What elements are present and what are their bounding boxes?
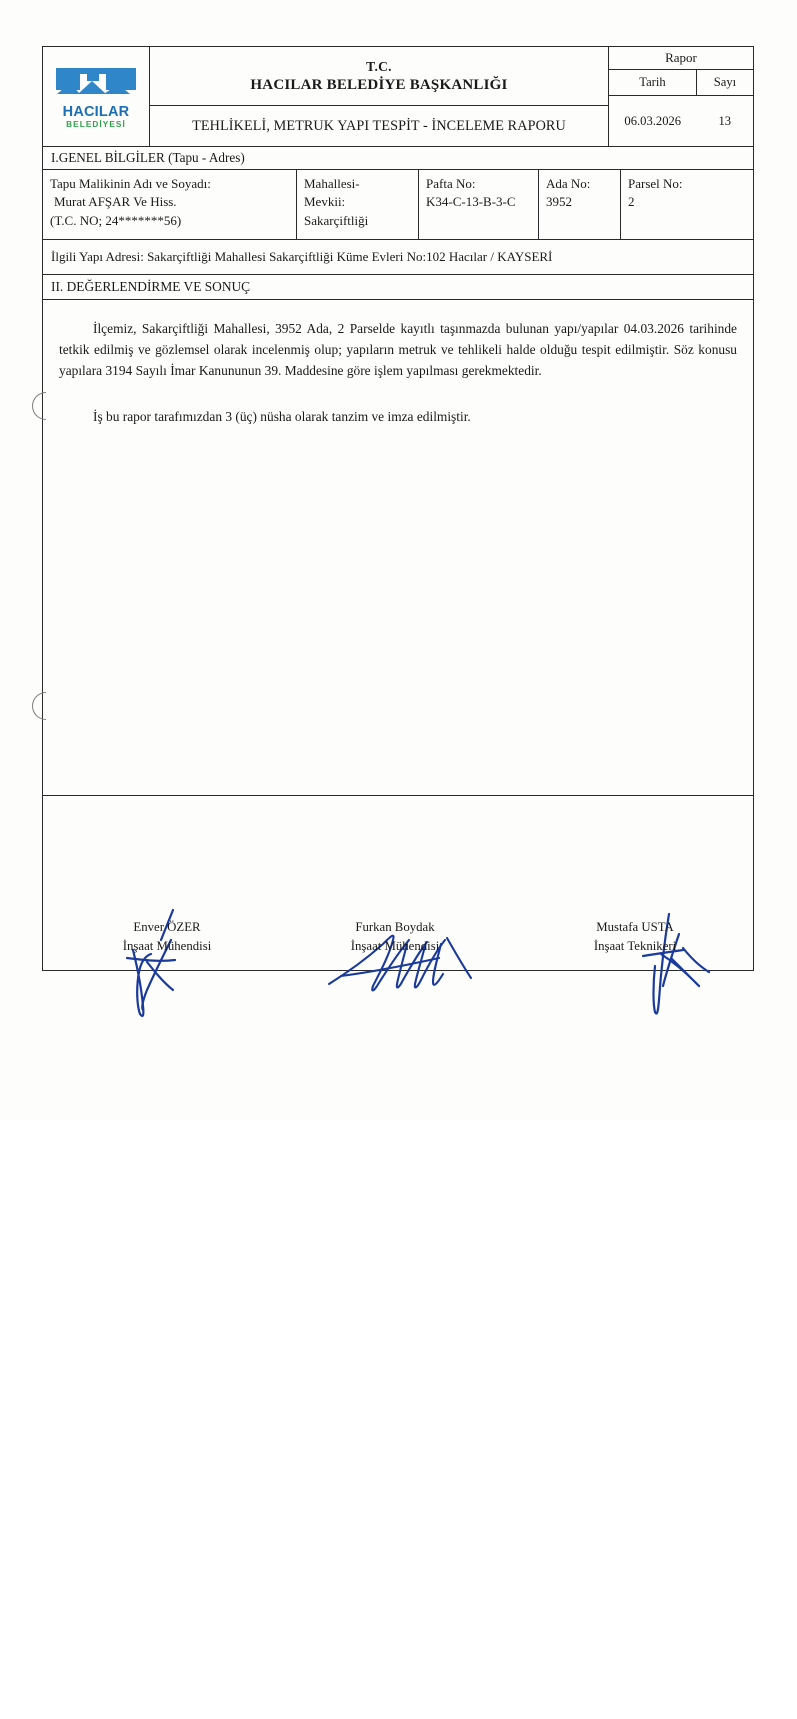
signature-block-2	[295, 918, 495, 955]
ada-label: Ada No:	[546, 176, 591, 191]
report-title: TEHLİKELİ, METRUK YAPI TESPİT - İNCELEME RAPORU	[192, 117, 566, 134]
evaluation-paragraph-2: İş bu rapor tarafımızdan 3 (üç) nüsha olarak tanzim ve imza edilmiştir.	[93, 408, 471, 424]
document-header	[43, 47, 753, 147]
signature-block-3	[535, 918, 735, 955]
tarih-value: 06.03.2026	[624, 113, 682, 128]
sayi-label: Sayı	[713, 75, 737, 89]
punch-hole-top	[32, 392, 46, 420]
parsel-cell	[621, 170, 753, 239]
evaluation-body	[43, 300, 753, 796]
rapor-label: Rapor	[609, 47, 753, 70]
parsel-value: 2	[628, 194, 635, 210]
tc-label: T.C.	[366, 58, 392, 74]
signature-block-1	[67, 918, 267, 955]
owner-label: Tapu Malikinin Adı ve Soyadı:	[50, 176, 211, 191]
signer-title-3: İnşaat Teknikeri	[593, 938, 677, 953]
mevkii-label: Mevkii:	[304, 194, 346, 210]
signer-name-3: Mustafa USTA	[596, 920, 674, 934]
signer-name-1: Enver ÖZER	[133, 920, 201, 934]
pafta-cell	[419, 170, 539, 239]
institution-block	[150, 47, 608, 106]
tarih-label: Tarih	[609, 70, 697, 95]
ada-value: 3952	[546, 194, 572, 210]
owner-cell	[43, 170, 297, 239]
hacilar-logo-icon	[54, 64, 138, 104]
institution-name: HACILAR BELEDİYE BAŞKANLIĞI	[250, 76, 508, 93]
owner-name: Murat AFŞAR Ve Hiss.	[54, 194, 177, 210]
report-frame	[42, 46, 754, 971]
title-cell	[150, 47, 609, 146]
sayi-value: 13	[718, 113, 732, 128]
property-info-row	[43, 170, 753, 240]
mahalle-cell	[297, 170, 419, 239]
report-meta-cell	[609, 47, 753, 146]
punch-hole-bottom	[32, 692, 46, 720]
pafta-label: Pafta No:	[426, 176, 476, 191]
signer-name-2: Furkan Boydak	[355, 920, 435, 934]
pafta-value: K34-C-13-B-3-C	[426, 194, 516, 210]
ada-cell	[539, 170, 621, 239]
section1-title: I.GENEL BİLGİLER (Tapu - Adres)	[43, 147, 753, 170]
mahalle-label: Mahallesi-	[304, 176, 360, 191]
logo-name-top: HACILAR	[62, 104, 130, 121]
section2-title: II. DEĞERLENDİRME VE SONUÇ	[43, 275, 753, 300]
logo-name-bottom: BELEDİYESİ	[66, 119, 126, 129]
signer-title-1: İnşaat Mühendisi	[122, 938, 212, 953]
parsel-label: Parsel No:	[628, 176, 683, 191]
evaluation-paragraph-1: İlçemiz, Sakarçiftliği Mahallesi, 3952 Ada, 2 Parselde kayıtlı taşınmazda bulunan yapı/yapılar 04.03.2026 tarihinde tetkik edilmiş ve gözlemsel olarak incelenmiş olup; yapıların metruk ve tehlikeli halde olduğu tespit edilmiştir. Söz konusu yapılara 3194 Sayılı İmar Kanununun 39. Maddesine göre işlem yapılması gerekmektedir.	[59, 321, 737, 379]
owner-tcno: (T.C. NO; 24*******56)	[50, 212, 182, 228]
mahalle-value: Sakarçiftliği	[304, 212, 369, 228]
municipality-logo-cell	[43, 47, 150, 146]
signer-title-2: İnşaat Mühendisi	[350, 938, 440, 953]
building-address: İlgili Yapı Adresi: Sakarçiftliği Mahallesi Sakarçiftliği Küme Evleri No:102 Hacılar / KAYSERİ	[43, 240, 753, 275]
signature-area	[43, 796, 753, 1719]
